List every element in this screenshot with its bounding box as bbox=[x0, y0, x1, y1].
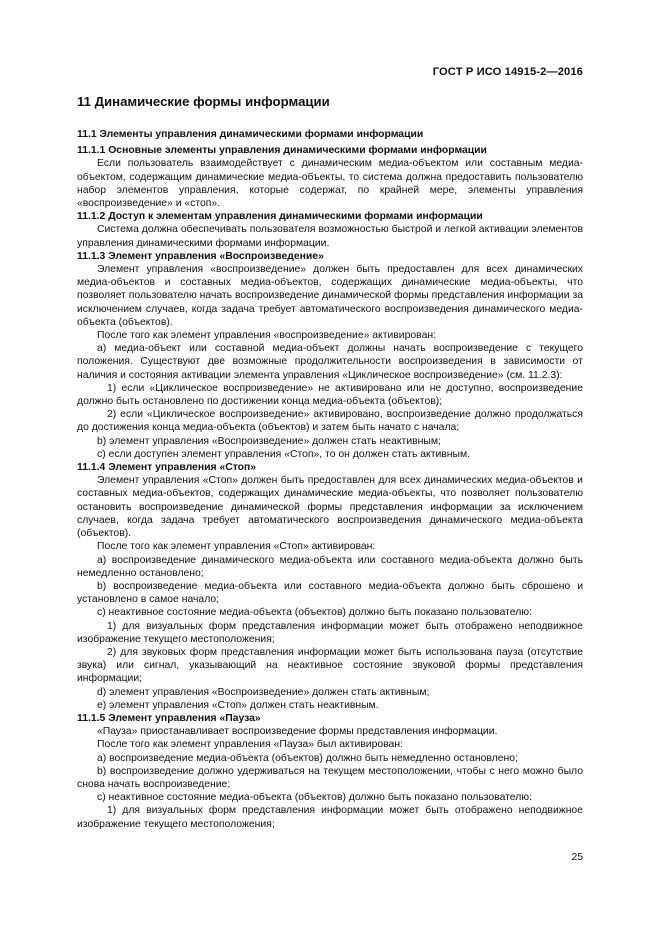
section-title: 11 Динамические формы информации bbox=[77, 94, 330, 109]
list-item-11-1-4-c2: 2) для звуковых форм представления информации может быть использована пауза (отсутствие звука) или сигнал, указывающий на неактивное состояние звуковой формы представления информации; bbox=[77, 646, 583, 685]
list-item-11-1-4-c: с) неактивное состояние медиа-объекта (объектов) должно быть показано пользователю: bbox=[97, 607, 532, 619]
list-item-11-1-5-c1: 1) для визуальных форм представления информации может быть отображено неподвижное изображение текущего местоположения; bbox=[77, 805, 583, 830]
subsection-11-1-4-title: 11.1.4 Элемент управления «Стоп» bbox=[77, 462, 257, 474]
subsection-11-1-3-title: 11.1.3 Элемент управления «Воспроизведение» bbox=[77, 250, 324, 262]
page-content bbox=[77, 94, 583, 831]
paragraph-11-1-4-p1: Элемент управления «Стоп» должен быть предоставлен для всех динамических медиа-объектов и составных медиа-объектов, содержащих динамические медиа-объекты, что позволяет пользователю остановить воспроизведение динамической формы представления информации за исключением случаев, когда задача требует автоматического воспроизведения динамического медиа-объекта (объектов). bbox=[77, 475, 583, 540]
paragraph-11-1-3-p2: После того как элемент управления «воспроизведение» активирован: bbox=[97, 330, 436, 342]
paragraph-11-1-5-p1: «Пауза» приостанавливает воспроизведение формы представления информации. bbox=[97, 726, 498, 738]
paragraph-11-1-2-p1: Система должна обеспечивать пользователя возможностью быстрой и легкой активации элементов управления динамическими формами информации. bbox=[77, 224, 583, 249]
list-item-11-1-4-a: а) воспроизведение динамического медиа-объекта или составного медиа-объекта должно быть немедленно остановлено; bbox=[77, 554, 583, 579]
list-item-11-1-3-a: а) медиа-объект или составной медиа-объект должны начать воспроизведение с текущего положения. Существуют две возможные продолжительности воспроизведения в зависимости от наличия и состояния активации элемента управления «Циклическое воспроизведение» (см. 11.2.3): bbox=[77, 343, 583, 381]
paragraph-11-1-1-p1: Если пользователь взаимодействует с динамическим медиа-объектом или составным медиа-объектом, содержащим динамические медиа-объекты, то система должна предоставить пользователю набор элементов управления, которые содержат, по крайней мере, элементы управления «воспроизведение» и «стоп». bbox=[77, 158, 583, 210]
standard-header: ГОСТ Р ИСО 14915-2—2016 bbox=[432, 66, 583, 78]
paragraph-11-1-5-p2: После того как элемент управления «Пауза» был активирован: bbox=[97, 739, 403, 751]
list-item-11-1-4-d: d) элемент управления «Воспроизведение» должен стать активным; bbox=[97, 686, 430, 698]
page-number: 25 bbox=[571, 852, 583, 863]
subsection-11-1-title: 11.1 Элементы управления динамическими формами информации bbox=[77, 129, 424, 140]
list-item-11-1-5-a: а) воспроизведение медиа-объекта (объектов) должно быть немедленно остановлено; bbox=[97, 752, 518, 764]
list-item-11-1-4-c1: 1) для визуальных форм представления информации может быть отображено неподвижное изображение текущего местоположения; bbox=[77, 620, 583, 645]
list-item-11-1-5-b: b) воспроизведение должно удерживаться на текущем местоположении, чтобы с него можно было снова начать воспроизведение; bbox=[77, 765, 583, 790]
subsection-11-1-5-title: 11.1.5 Элемент управления «Пауза» bbox=[77, 712, 261, 724]
list-item-11-1-4-b: b) воспроизведение медиа-объекта или составного медиа-объекта должно быть сброшено и установлено в самое начало; bbox=[77, 580, 583, 606]
list-item-11-1-5-c: с) неактивное состояние медиа-объекта (объектов) должно быть показано пользователю: bbox=[97, 792, 532, 804]
subsection-11-1-1-title: 11.1.1 Основные элементы управления динамическими формами информации bbox=[77, 145, 487, 157]
paragraph-11-1-4-p2: После того как элемент управления «Стоп» активирован: bbox=[97, 541, 376, 553]
list-item-11-1-4-e: е) элемент управления «Стоп» должен стать неактивным. bbox=[97, 699, 379, 711]
list-item-11-1-3-b: b) элемент управления «Воспроизведение» должен стать неактивным; bbox=[97, 435, 441, 447]
subsection-11-1-2-title: 11.1.2 Доступ к элементам управления динамическими формами информации bbox=[77, 211, 483, 223]
list-item-11-1-3-a1: 1) если «Циклическое воспроизведение» не активировано или не доступно, воспроизведение должно быть остановлено по достижении конца медиа-объекта (объектов); bbox=[77, 382, 583, 408]
paragraph-11-1-3-p1: Элемент управления «воспроизведение» должен быть предоставлен для всех динамических медиа-объектов и составных медиа-объектов, содержащих динамические медиа-объекты, что позволяет пользователю начать воспроизведение динамической формы представления информации за исключением случаев, когда задача требует автоматического воспроизведения динамического медиа-объекта (объектов). bbox=[77, 264, 583, 328]
list-item-11-1-3-c: с) если доступен элемент управления «Стоп», то он должен стать активным. bbox=[97, 448, 471, 460]
list-item-11-1-3-a2: 2) если «Циклическое воспроизведение» активировано, воспроизведение должно продолжаться до достижения конца медиа-объекта (объектов) и затем быть начато с начала; bbox=[77, 409, 583, 434]
